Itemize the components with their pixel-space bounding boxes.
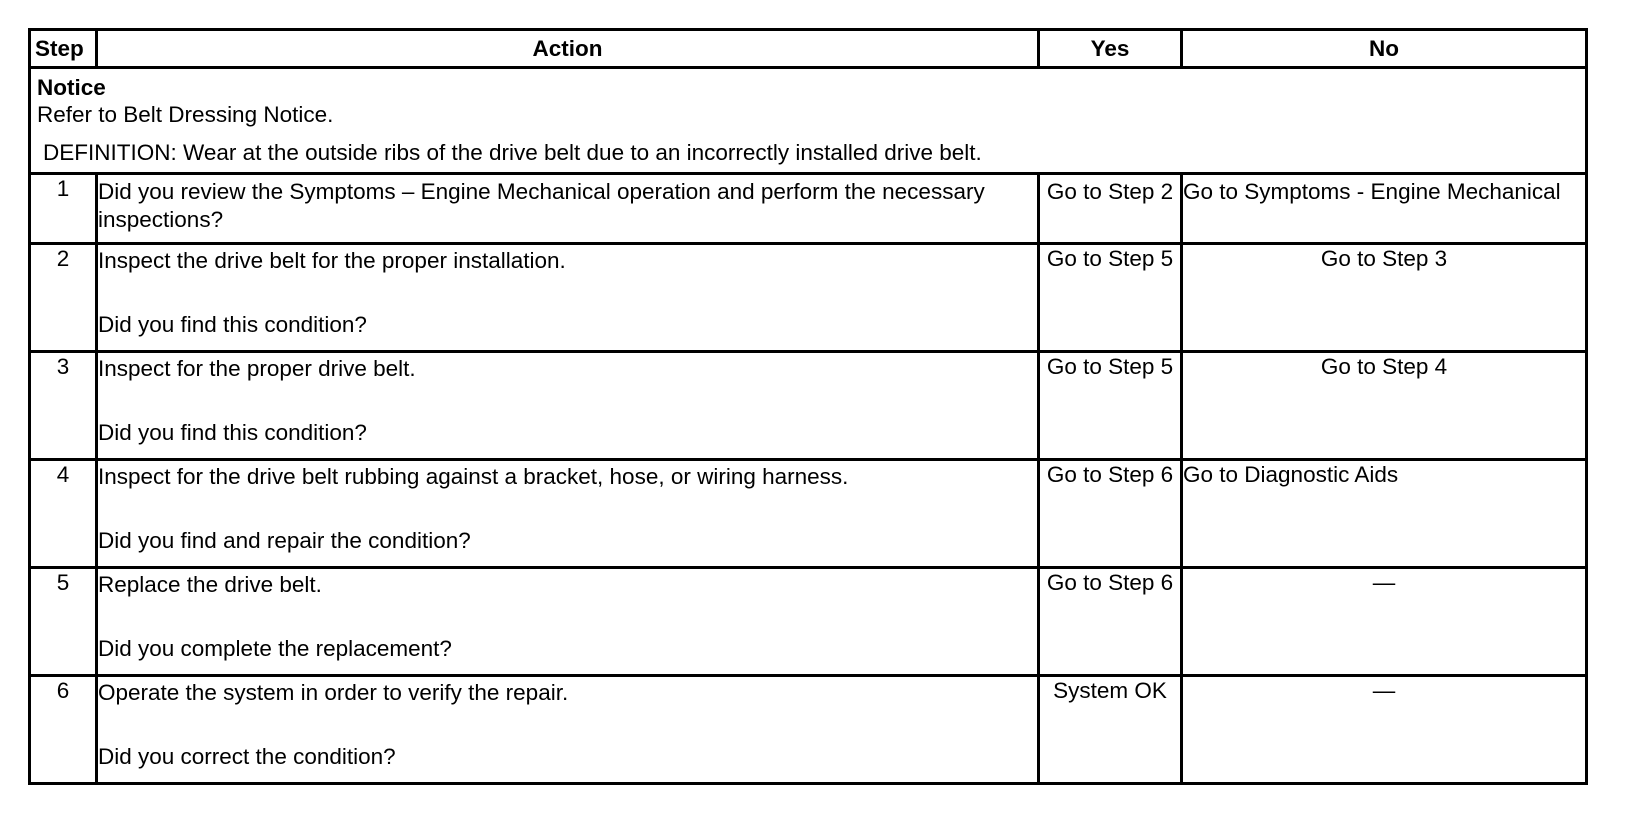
step-number: 3	[30, 352, 97, 460]
table-row	[30, 460, 1587, 568]
no-cell: —	[1182, 568, 1587, 676]
no-cell: Go to Symptoms - Engine Mechanical	[1182, 174, 1587, 244]
action-cell	[97, 460, 1039, 568]
table-row	[30, 244, 1587, 352]
action-instruction: Inspect for the drive belt rubbing against a bracket, hose, or wiring harness.	[98, 464, 849, 489]
action-question: Did you find this condition?	[98, 420, 367, 445]
header-no: No	[1182, 30, 1587, 68]
step-number: 1	[30, 174, 97, 244]
action-cell	[97, 174, 1039, 244]
yes-cell: Go to Step 2	[1039, 174, 1182, 244]
notice-row	[30, 68, 1587, 174]
action-instruction: Inspect for the proper drive belt.	[98, 356, 416, 381]
action-instruction: Did you review the Symptoms – Engine Mechanical operation and perform the necessary inspections?	[98, 179, 985, 232]
action-question: Did you find and repair the condition?	[98, 528, 471, 553]
action-cell	[97, 568, 1039, 676]
header-step: Step	[30, 30, 97, 68]
notice-text: Refer to Belt Dressing Notice.	[37, 102, 334, 127]
no-cell: Go to Step 4	[1182, 352, 1587, 460]
action-instruction: Operate the system in order to verify the repair.	[98, 680, 569, 705]
table-row	[30, 352, 1587, 460]
step-number: 6	[30, 676, 97, 784]
action-cell	[97, 676, 1039, 784]
action-question: Did you find this condition?	[98, 312, 367, 337]
action-question: Did you complete the replacement?	[98, 636, 452, 661]
table-row	[30, 568, 1587, 676]
yes-cell: Go to Step 5	[1039, 352, 1182, 460]
yes-cell: Go to Step 5	[1039, 244, 1182, 352]
header-action: Action	[97, 30, 1039, 68]
no-cell: Go to Step 3	[1182, 244, 1587, 352]
step-number: 5	[30, 568, 97, 676]
header-yes: Yes	[1039, 30, 1182, 68]
table-row	[30, 174, 1587, 244]
yes-cell: Go to Step 6	[1039, 460, 1182, 568]
action-instruction: Replace the drive belt.	[98, 572, 322, 597]
yes-cell: System OK	[1039, 676, 1182, 784]
action-question: Did you correct the condition?	[98, 744, 396, 769]
notice-title: Notice	[37, 75, 106, 100]
definition-text: DEFINITION: Wear at the outside ribs of the drive belt due to an incorrectly installed drive belt.	[43, 140, 982, 165]
diagnostic-table	[28, 28, 1588, 785]
yes-cell: Go to Step 6	[1039, 568, 1182, 676]
step-number: 2	[30, 244, 97, 352]
action-cell	[97, 352, 1039, 460]
header-row	[30, 30, 1587, 68]
step-number: 4	[30, 460, 97, 568]
notice-cell	[30, 68, 1587, 174]
no-cell: Go to Diagnostic Aids	[1182, 460, 1587, 568]
no-cell: —	[1182, 676, 1587, 784]
action-cell	[97, 244, 1039, 352]
table-row	[30, 676, 1587, 784]
action-instruction: Inspect the drive belt for the proper installation.	[98, 248, 566, 273]
